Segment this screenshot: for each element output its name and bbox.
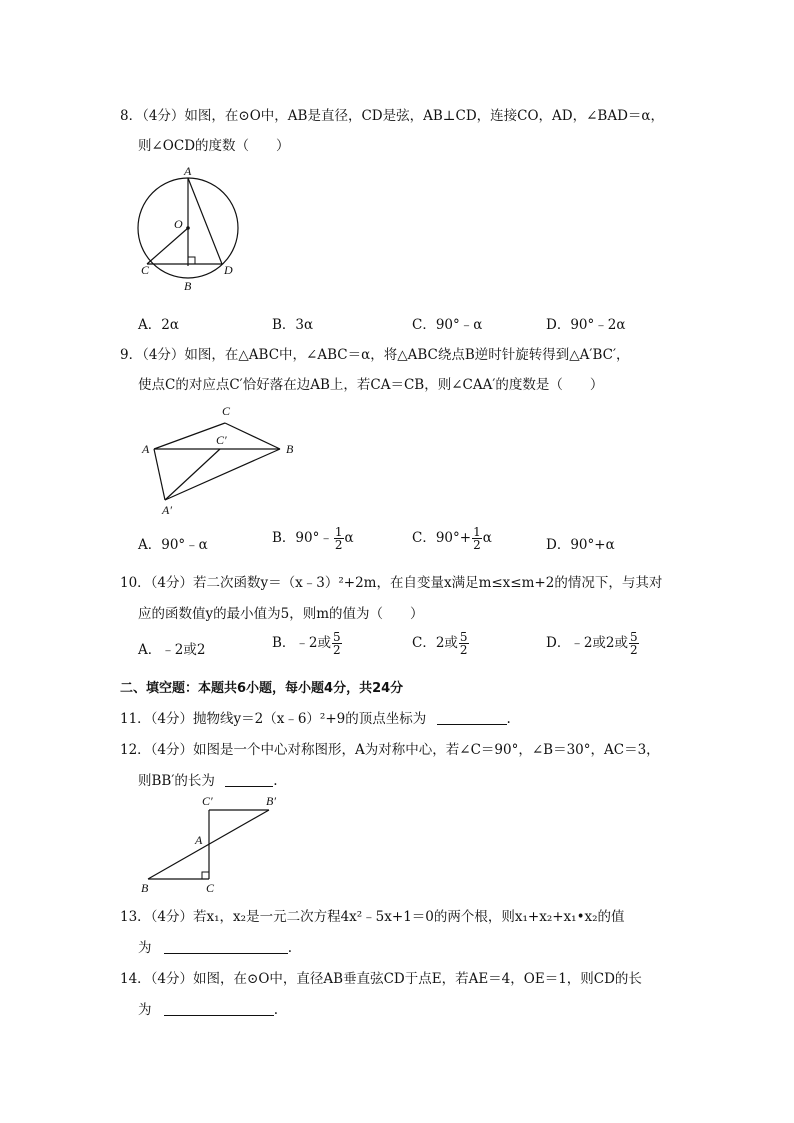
q13-line2: 为 . xyxy=(138,940,293,956)
q10-option-d: D．﹣2或2或 $\frac{5}{2}$ xyxy=(546,630,638,657)
q9-label-Cprime: C′ xyxy=(216,433,227,447)
q9-option-b-fraction: $\frac{1}{2}$ xyxy=(334,525,343,552)
q9-label-C: C xyxy=(222,404,231,418)
q10-option-d-fraction: $\frac{5}{2}$ xyxy=(630,630,638,657)
q14-line1: 14．（4分）如图，在⊙O中，直径AB垂直弦CD于点E，若AE＝4，OE＝1，则CD的长 xyxy=(120,971,642,987)
q10-option-b-fraction: $\frac{5}{2}$ xyxy=(333,630,341,657)
q12-label-C: C xyxy=(206,881,215,895)
q8-circle-figure xyxy=(130,160,250,300)
q9-option-c-fraction: $\frac{1}{2}$ xyxy=(473,525,481,552)
q12-answer-blank[interactable] xyxy=(225,772,273,787)
q9-line2: 使点C的对应点C′恰好落在边AB上，若CA＝CB，则∠CAA′的度数是（ ） xyxy=(138,377,604,393)
q9-option-b: B．90°﹣ $\frac{1}{2}$ α xyxy=(272,525,354,552)
q8-label-D: D xyxy=(224,263,233,277)
q13-line1: 13．（4分）若x₁，x₂是一元二次方程4x²﹣5x+1＝0的两个根，则x₁+x₂+x₁•x₂的值 xyxy=(120,909,625,925)
q10-option-c-fraction: $\frac{5}{2}$ xyxy=(459,630,468,657)
q8-label-O: O xyxy=(174,217,183,231)
q12-label-A: A xyxy=(195,833,203,847)
q14-answer-blank[interactable] xyxy=(164,1001,274,1016)
q12-label-B: B xyxy=(141,881,149,895)
q9-label-A: A xyxy=(142,442,150,456)
q8-line2: 则∠OCD的度数（ ） xyxy=(138,138,290,154)
q10-option-b: B．﹣2或 $\frac{5}{2}$ xyxy=(272,630,341,657)
q9-option-c: C．90°+ $\frac{1}{2}$ α xyxy=(412,525,492,552)
q8-line1: 8．（4分）如图，在⊙O中，AB是直径，CD是弦，AB⊥CD，连接CO，AD，∠BAD＝α， xyxy=(120,108,665,124)
section-heading-fill-in: 二、填空题：本题共6小题，每小题4分，共24分 xyxy=(120,681,404,696)
q9-option-d: D．90°+α xyxy=(546,537,615,553)
q9-label-B: B xyxy=(286,442,294,456)
q8-option-a: A．2α xyxy=(138,317,179,333)
q12-label-Bprime: B′ xyxy=(266,794,276,808)
q8-label-A: A xyxy=(184,164,192,178)
q10-line2: 应的函数值y的最小值为5，则m的值为（ ） xyxy=(138,606,424,622)
q8-option-b: B．3α xyxy=(272,317,314,333)
q8-option-d: D．90°﹣2α xyxy=(546,317,626,333)
q10-option-a: A．﹣2或2 xyxy=(138,642,206,658)
q13-answer-blank[interactable] xyxy=(164,939,288,954)
q12-symmetric-figure xyxy=(138,792,298,902)
q9-option-a: A．90°﹣α xyxy=(138,537,208,553)
q10-option-c: C．2或 $\frac{5}{2}$ xyxy=(412,630,468,657)
q8-option-c: C．90°﹣α xyxy=(412,317,483,333)
q12-line2: 则BB′的长为 . xyxy=(138,773,278,789)
q11-answer-blank[interactable] xyxy=(437,710,507,725)
q12-line1: 12．（4分）如图是一个中心对称图形，A为对称中心，若∠C＝90°，∠B＝30°，AC＝3， xyxy=(120,742,660,758)
q10-line1: 10．（4分）若二次函数y＝（x﹣3）²+2m，在自变量x满足m≤x≤m+2的情况下，与其对 xyxy=(120,575,663,591)
q9-label-Aprime: A′ xyxy=(162,503,172,517)
q11-line: 11．（4分）抛物线y＝2（x﹣6）²+9的顶点坐标为 . xyxy=(120,711,511,727)
q8-label-B: B xyxy=(184,279,192,293)
q14-line2: 为 . xyxy=(138,1002,279,1018)
q8-label-C: C xyxy=(141,263,150,277)
q9-line1: 9．（4分）如图，在△ABC中，∠ABC＝α，将△ABC绕点B逆时针旋转得到△A′BC′， xyxy=(120,347,630,363)
q9-triangle-figure xyxy=(138,400,308,520)
q12-label-Cprime: C′ xyxy=(202,794,213,808)
